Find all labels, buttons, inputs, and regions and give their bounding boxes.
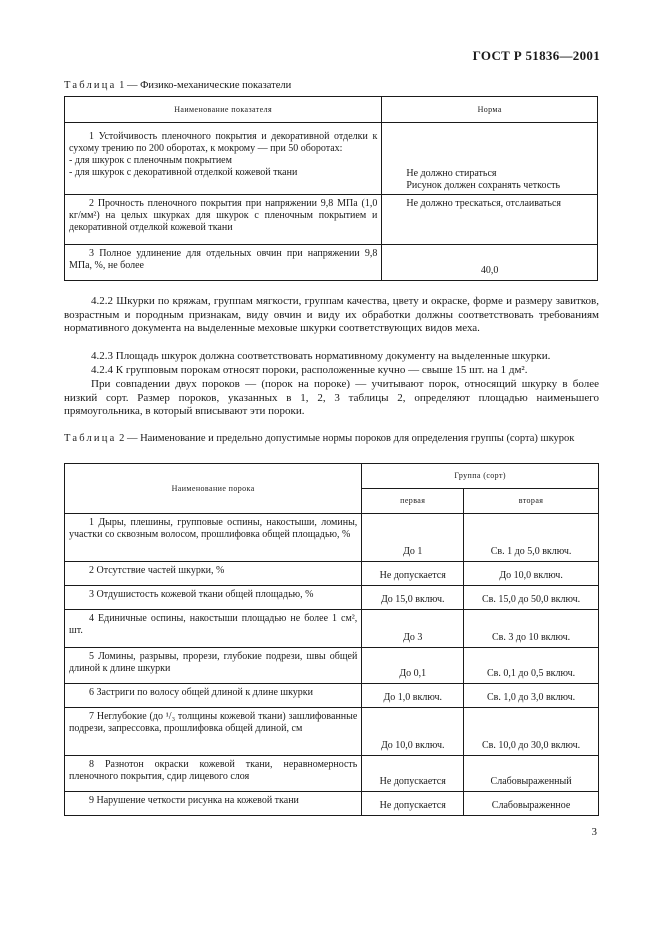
- document-header: ГОСТ Р 51836—2001: [472, 48, 600, 63]
- table1-row1-norm: [382, 123, 598, 195]
- table-row: [65, 123, 598, 195]
- table2-col-group: Группа (сорт): [362, 464, 599, 489]
- table2-col-second: вторая: [464, 489, 599, 514]
- table2-row7-second: Св. 10,0 до 30,0 включ.: [464, 708, 599, 756]
- table1-caption-label: Таблица: [64, 80, 117, 91]
- table1-row1-norm2: Рисунок должен сохранять четкость: [406, 180, 561, 191]
- table1-row2-text: 2 Прочность пленочного покрытия при напряжении 9,8 МПа (1,0 кг/мм²) на целых шкурках для шкурок с пленочным покрытием и декоративной отделкой кожевой ткани: [69, 198, 378, 233]
- table2-row6-first: До 1,0 включ.: [362, 684, 464, 708]
- table2-row1-first: До 1: [362, 514, 464, 562]
- paragraph-4-2-3-text: 4.2.3 Площадь шкурок должна соответствовать нормативному документу на выделенные шкурки.: [91, 350, 551, 362]
- table1-col-name: Наименование показателя: [65, 97, 382, 123]
- table1-col-norm: Норма: [382, 97, 598, 123]
- table2-row8-name: [65, 756, 362, 792]
- table2-row8-second: Слабовыраженный: [464, 756, 599, 792]
- table1-row1-sub1: - для шкурок с пленочным покрытием: [69, 155, 232, 166]
- paragraph-4-2-4: [64, 364, 599, 378]
- table2-row2-first: Не допускается: [362, 562, 464, 586]
- paragraph-4-2-2: [64, 295, 599, 336]
- table2-row5-second: Св. 0,1 до 0,5 включ.: [464, 648, 599, 684]
- table-row: [65, 648, 599, 684]
- table1-caption-text: 1 — Физико-механические показатели: [119, 80, 292, 91]
- table2-row2-name: [65, 562, 362, 586]
- table-row: [65, 756, 599, 792]
- table2-row4-name: [65, 610, 362, 648]
- table2-caption-label: Таблица: [64, 433, 117, 444]
- table-row: [65, 245, 598, 281]
- table1-row3-name: [65, 245, 382, 281]
- table2-caption-text: 2 — Наименование и предельно допустимые нормы пороков для определения группы (сорта) шкурок: [119, 433, 575, 444]
- table2-row9-text: 9 Нарушение четкости рисунка на кожевой ткани: [89, 795, 299, 806]
- paragraph-coincidence: [64, 378, 599, 419]
- table2: [64, 463, 599, 816]
- table-row: [65, 610, 599, 648]
- table2-row4-second: Св. 3 до 10 включ.: [464, 610, 599, 648]
- page-number: 3: [591, 826, 597, 838]
- table-row: [65, 792, 599, 816]
- table-row: [65, 514, 599, 562]
- paragraph-4-2-3: [64, 350, 599, 364]
- table1-row1-name: [65, 123, 382, 195]
- table2-caption: [64, 432, 600, 445]
- table2-row2-second: До 10,0 включ.: [464, 562, 599, 586]
- table2-header-row: [65, 464, 599, 489]
- table2-row7-name: [65, 708, 362, 756]
- table2-row9-first: Не допускается: [362, 792, 464, 816]
- table2-row5-text: 5 Ломины, разрывы, прорези, глубокие подрези, швы общей длиной к длине шкурки: [69, 651, 358, 674]
- table1-header-row: [65, 97, 598, 123]
- table2-row9-second: Слабовыраженное: [464, 792, 599, 816]
- table1-row1-sub2: - для шкурок с декоративной отделкой кожевой ткани: [69, 167, 298, 178]
- table2-row5-first: До 0,1: [362, 648, 464, 684]
- table-row: [65, 684, 599, 708]
- table1-row2-name: [65, 195, 382, 245]
- table-row: [65, 195, 598, 245]
- table-row: [65, 708, 599, 756]
- table2-row6-name: [65, 684, 362, 708]
- table2-row3-first: До 15,0 включ.: [362, 586, 464, 610]
- table1: [64, 96, 598, 281]
- paragraph-4-2-4-text: 4.2.4 К групповым порокам относят пороки, расположенные кучно — свыше 15 шт. на 1 дм².: [91, 364, 528, 376]
- table2-row5-name: [65, 648, 362, 684]
- table2-row7-first: До 10,0 включ.: [362, 708, 464, 756]
- table2-row3-name: [65, 586, 362, 610]
- table1-row3-text: 3 Полное удлинение для отдельных овчин при напряжении 9,8 МПа, %, не более: [69, 248, 378, 271]
- paragraph-coincidence-text: При совпадении двух пороков — (порок на пороке) — учитывают порок, относящий шкурку в более низкий сорт. Размер пороков, указанных в 1, 2, 3 таблицы 2, определяют площадью наименьшего прямоугольника, в который вписывают эти пороки.: [64, 378, 599, 417]
- table2-col-first: первая: [362, 489, 464, 514]
- table2-row4-text: 4 Единичные оспины, накостыши площадью не более 1 см², шт.: [69, 613, 358, 636]
- table2-col-name: Наименование порока: [65, 464, 362, 514]
- table1-caption: [64, 79, 604, 92]
- table2-row7-text: 7 Неглубокие (до ¹/₃ толщины кожевой ткани) зашлифованные подрези, запрессовка, прошлифовка общей длиной, см: [69, 711, 358, 734]
- table2-row6-text: 6 Застриги по волосу общей длиной к длине шкурки: [89, 687, 314, 698]
- table1-row3-norm: 40,0: [382, 245, 598, 281]
- table2-row3-text: 3 Отдушистость кожевой ткани общей площадью, %: [89, 589, 314, 600]
- table1-row1-text: 1 Устойчивость пленочного покрытия и декоративной отделки к сухому трению по 200 оборотах, к мокрому — при 50 оборотах:: [69, 131, 378, 154]
- table2-row3-second: Св. 15,0 до 50,0 включ.: [464, 586, 599, 610]
- table1-row2-norm: Не должно трескаться, отслаиваться: [382, 195, 598, 245]
- table2-row4-first: До 3: [362, 610, 464, 648]
- table1-row1-norm1: Не должно стираться: [406, 168, 497, 179]
- table2-row6-second: Св. 1,0 до 3,0 включ.: [464, 684, 599, 708]
- table-row: [65, 562, 599, 586]
- table2-row8-text: 8 Разнотон окраски кожевой ткани, неравномерность пленочного покрытия, сдир лицевого слоя: [69, 759, 358, 782]
- table2-row1-second: Св. 1 до 5,0 включ.: [464, 514, 599, 562]
- table2-row1-text: 1 Дыры, плешины, групповые оспины, накостыши, ломины, участки со сквозным волосом, прошлифовка общей площадью, %: [69, 517, 358, 540]
- paragraph-4-2-2-text: 4.2.2 Шкурки по кряжам, группам мягкости, группам качества, цвету и окраске, форме и размеру завитков, возрастным и породным признакам, виду овчин и виду их обработки должны соответствовать требованиям нормативного документа на выделенные меховые шкурки соответствующих видов меха.: [64, 295, 599, 334]
- table2-row8-first: Не допускается: [362, 756, 464, 792]
- table2-row9-name: [65, 792, 362, 816]
- table2-row2-text: 2 Отсутствие частей шкурки, %: [89, 565, 225, 576]
- table-row: [65, 586, 599, 610]
- table2-row1-name: [65, 514, 362, 562]
